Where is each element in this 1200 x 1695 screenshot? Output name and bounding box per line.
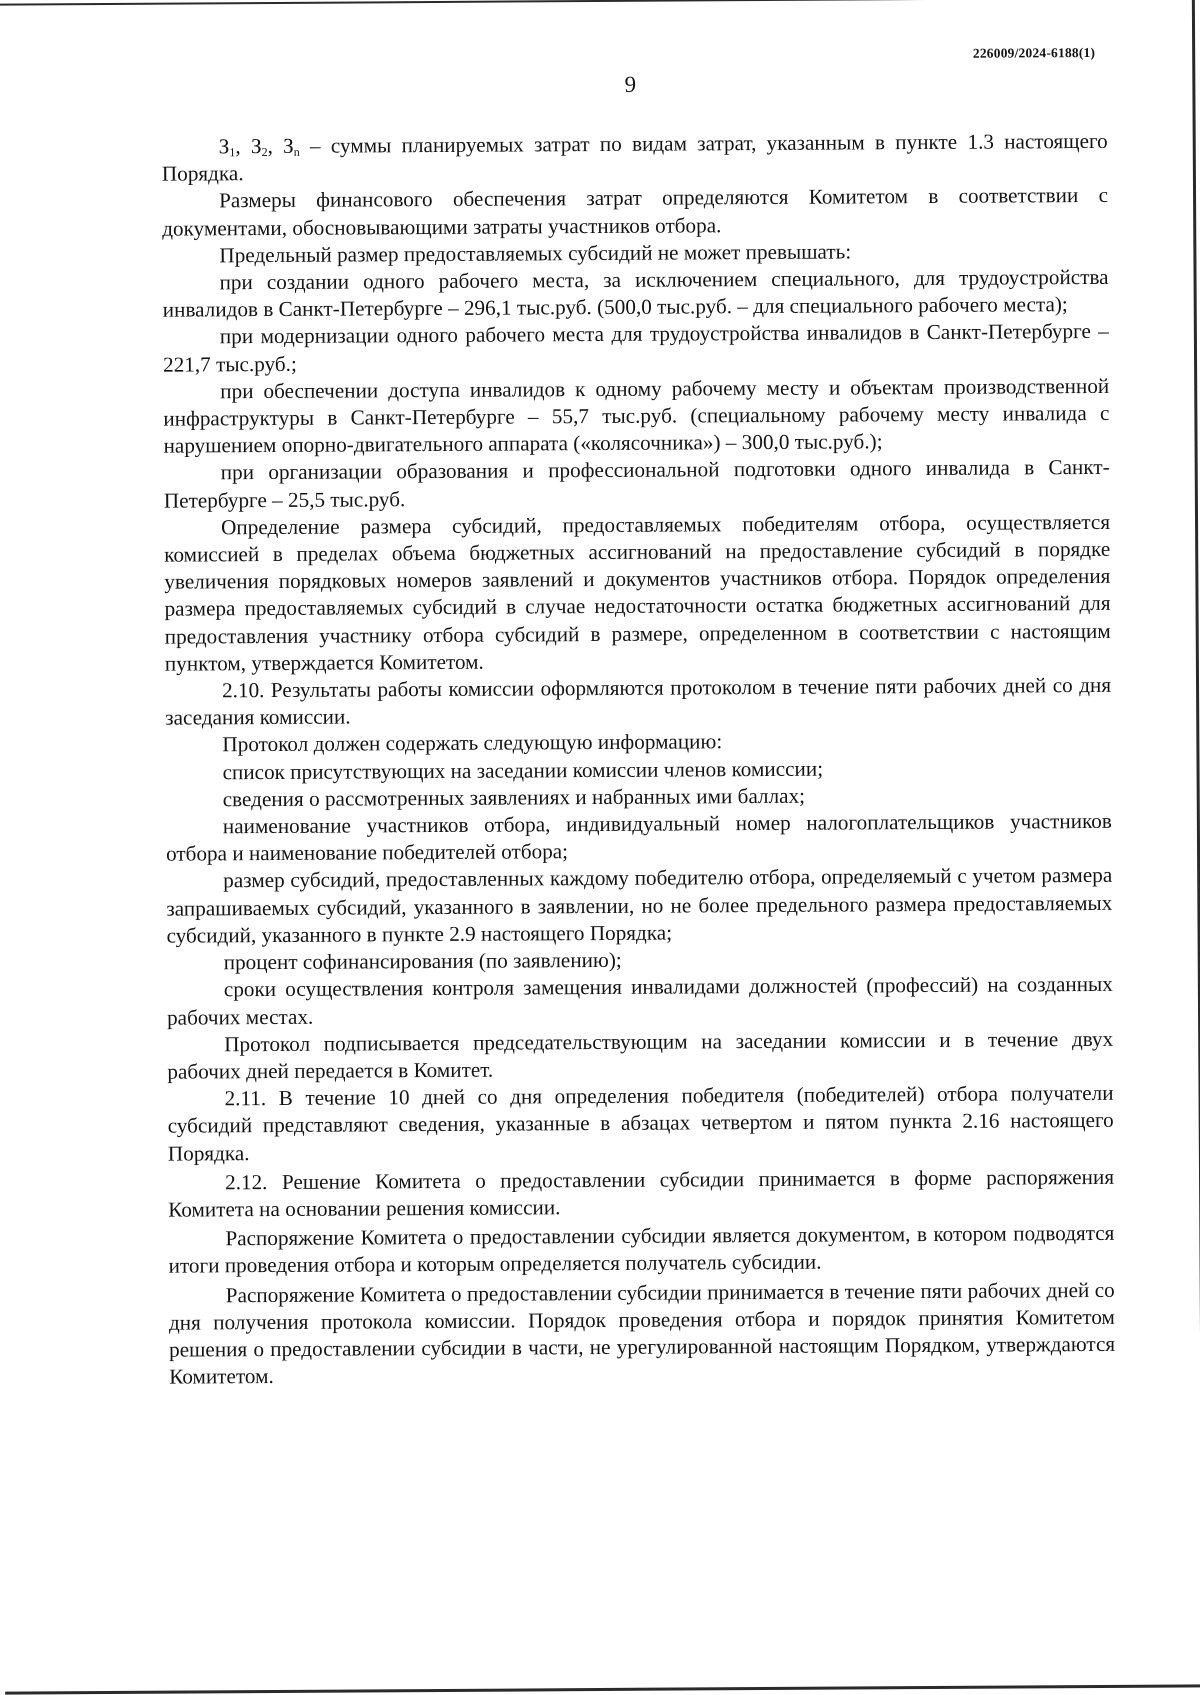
paragraph: размер субсидий, предоставленных каждому победителю отбора, определяемый с учетом размера запрашиваемых субсидий, указанного в заявлении, но не более предельного размера предоставляемых субсидий, указанного в пункте 2.9 настоящего Порядка; xyxy=(166,863,1113,948)
scan-edge-top xyxy=(0,0,1195,6)
paragraph: процент софинансирования (по заявлению); xyxy=(223,947,622,975)
formula-symbol-zn: $З_n$ xyxy=(283,133,300,159)
paragraph: Протокол подписывается председательствующим на заседании комиссии и в течение двух рабочих дней передается в Комитет. xyxy=(167,1026,1114,1084)
document-body xyxy=(162,128,1116,1391)
paragraph: 2.10. Результаты работы комиссии оформляются протоколом в течение пяти рабочих дней со дня заседания комиссии. xyxy=(165,672,1112,730)
paragraph: список присутствующих на заседании комиссии членов комиссии; xyxy=(222,756,824,784)
paragraph: при создании одного рабочего места, за исключением специального, для трудоустройства инвалидов в Санкт-Петербурге – 296,1 тыс.руб. (500,0 тыс.руб. – для специального рабочего места); xyxy=(162,264,1109,322)
paragraph: при обеспечении доступа инвалидов к одному рабочему месту и объектам производственной инфраструктуры в Санкт-Петербурге – 55,7 тыс.руб. (специальному рабочему месту инвалида с нарушением опорно-двигательного аппарата («колясочника») – 300,0 тыс.руб.); xyxy=(163,373,1110,458)
paragraph: Размеры финансового обеспечения затрат определяются Комитетом в соответствии с документами, обосновывающими затраты участников отбора. xyxy=(162,183,1109,241)
formula-symbol-z2: $З_2$ xyxy=(250,134,268,160)
paragraph: Распоряжение Комитета о предоставлении субсидии принимается в течение пяти рабочих дней со дня получения протокола комиссии. Порядок проведения отбора и порядок принятия Комитетом решения о предоставлении субсидии в части, не урегулированной настоящим Порядком, утверждаются Комитетом. xyxy=(168,1277,1116,1389)
formula-symbol-z1: $З_1$ xyxy=(218,134,236,160)
paragraph: сроки осуществления контроля замещения инвалидами должностей (профессий) на созданных рабочих местах. xyxy=(166,972,1113,1030)
paragraph: сведения о рассмотренных заявлениях и набранных ими баллах; xyxy=(222,783,806,812)
paragraph: Протокол должен содержать следующую информацию: xyxy=(222,729,723,757)
paragraph: 2.11. В течение 10 дней со дня определения победителя (победителей) отбора получатели субсидий представляют сведения, указанные в абзацах четвертом и пятом пункта 2.16 настоящего Порядка. xyxy=(167,1080,1114,1166)
paragraph-formula-definition: $З_1$, $З_2$, $З_n$ – суммы планируемых затрат по видам затрат, указанным в пункте 1.3 настоящего Порядка. xyxy=(161,128,1108,186)
scan-edge-bottom xyxy=(5,1684,1200,1694)
paragraph: наименование участников отбора, индивидуальный номер налогоплательщиков участников отбора и наименование победителей отбора; xyxy=(165,808,1112,866)
paragraph: при организации образования и профессиональной подготовки одного инвалида в Санкт-Петербурге – 25,5 тыс.руб. xyxy=(163,455,1110,513)
paragraph: Определение размера субсидий, предоставляемых победителям отбора, осуществляется комиссией в пределах объема бюджетных ассигнований на предоставление субсидий в порядке увеличения порядковых номеров заявлений и документов участников отбора. Порядок определения размера предоставляемых субсидий в случае недостаточности остатка бюджетных ассигнований для предоставления участнику отбора субсидий в размере, определенном в соответствии с настоящим пунктом, утверждается Комитетом. xyxy=(164,509,1111,676)
page-number: 9 xyxy=(624,71,637,97)
paragraph: 2.12. Решение Комитета о предоставлении субсидии принимается в форме распоряжения Комитета на основании решения комиссии. xyxy=(168,1164,1115,1222)
paragraph: при модернизации одного рабочего места для трудоустройства инвалидов в Санкт-Петербурге – 221,7 тыс.руб.; xyxy=(162,319,1109,377)
paragraph: Предельный размер предоставляемых субсидий не может превышать: xyxy=(219,239,852,268)
document-id: 226009/2024-6188(1) xyxy=(972,44,1096,61)
scan-edge-right xyxy=(1192,0,1200,1687)
paragraph: Распоряжение Комитета о предоставлении субсидии является документом, в котором подводятся итоги проведения отбора и которым определяется получатель субсидии. xyxy=(168,1220,1115,1278)
